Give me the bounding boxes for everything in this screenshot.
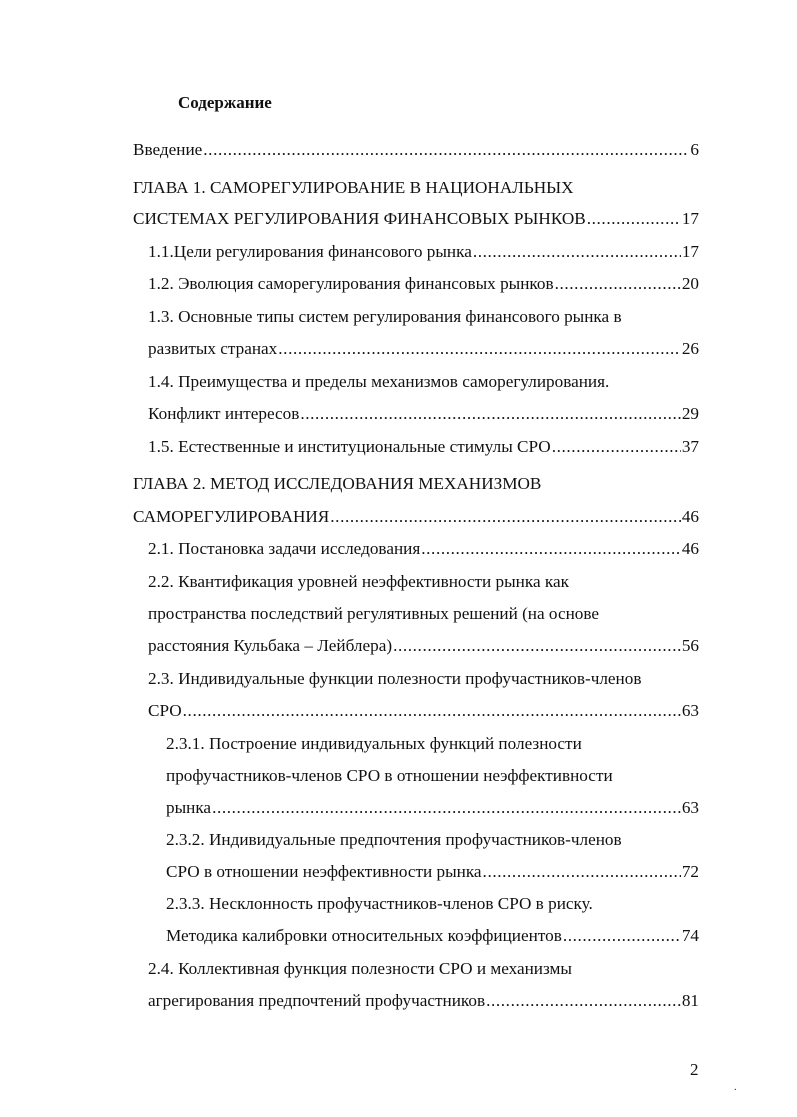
toc-page-number: 26	[681, 339, 699, 358]
dot-leader	[587, 209, 681, 229]
toc-entry-line-continued	[133, 470, 541, 494]
toc-title: Содержание	[178, 93, 272, 112]
dot-leader	[330, 507, 681, 527]
toc-entry-text: 2.4. Коллективная функция полезности СРО и механизмы	[148, 959, 572, 978]
toc-entry-text: 2.3.2. Индивидуальные предпочтения профучастников-членов	[166, 830, 622, 849]
toc-entry-line	[166, 858, 699, 882]
toc-entry-text: 1.5. Естественные и институциональные стимулы СРО	[148, 437, 551, 456]
toc-entry-line	[148, 400, 699, 424]
toc-entry-line	[148, 238, 699, 262]
toc-entry-text: рынка	[166, 798, 212, 817]
toc-page-number: 29	[681, 404, 699, 423]
toc-page-number: 20	[681, 274, 699, 293]
toc-entry-line	[148, 987, 699, 1011]
scan-mark: .	[734, 1082, 737, 1093]
dot-leader	[483, 862, 681, 882]
toc-entry-text: 2.3. Индивидуальные функции полезности профучастников-членов	[148, 669, 642, 688]
toc-page-number: 56	[681, 636, 699, 655]
toc-entry-text: 1.2. Эволюция саморегулирования финансовых рынков	[148, 274, 554, 293]
toc-entry-text: 1.3. Основные типы систем регулирования финансового рынка в	[148, 307, 622, 326]
toc-entry-line-continued	[166, 826, 622, 850]
dot-leader	[555, 274, 681, 294]
toc-page-number: 72	[681, 862, 699, 881]
toc-entry-text: ГЛАВА 1. САМОРЕГУЛИРОВАНИЕ В НАЦИОНАЛЬНЫХ	[133, 178, 574, 197]
toc-entry-text: агрегирования предпочтений профучастников	[148, 991, 486, 1010]
dot-leader	[300, 404, 680, 424]
toc-entry-line-continued	[166, 730, 582, 754]
toc-entry-line-continued	[148, 303, 622, 327]
toc-entry-text: 2.2. Квантификация уровней неэффективности рынка как	[148, 572, 569, 591]
toc-page-number: 63	[681, 701, 699, 720]
toc-entry-line-continued	[133, 174, 574, 198]
toc-entry-line-continued	[166, 890, 593, 914]
toc-entry-line	[148, 535, 699, 559]
toc-entry-line-continued	[166, 762, 613, 786]
toc-entry-text: СИСТЕМАХ РЕГУЛИРОВАНИЯ ФИНАНСОВЫХ РЫНКОВ	[133, 209, 586, 228]
toc-entry-text: Конфликт интересов	[148, 404, 300, 423]
toc-entry-line	[148, 433, 699, 457]
toc-entry-line	[148, 697, 699, 721]
toc-page-number: 6	[690, 140, 699, 159]
dot-leader	[183, 701, 681, 721]
toc-page-number: 74	[681, 926, 699, 945]
toc-entry-text: 2.1. Постановка задачи исследования	[148, 539, 421, 558]
toc-entry-line-continued	[148, 600, 599, 624]
toc-page-number: 17	[681, 242, 699, 261]
toc-page-number: 81	[681, 991, 699, 1010]
toc-page-number: 17	[681, 209, 699, 228]
toc-entry-text: пространства последствий регулятивных решений (на основе	[148, 604, 600, 623]
toc-entry-text: 2.3.3. Несклонность профучастников-членов СРО в риску.	[166, 894, 593, 913]
toc-entry-text: ГЛАВА 2. МЕТОД ИССЛЕДОВАНИЯ МЕХАНИЗМОВ	[133, 474, 542, 493]
toc-entry-line-continued	[148, 955, 572, 979]
toc-entry-text: развитых странах	[148, 339, 278, 358]
toc-entry-text: 1.1.Цели регулирования финансового рынка	[148, 242, 472, 261]
toc-page-number: 46	[681, 507, 699, 526]
dot-leader	[486, 991, 681, 1011]
toc-entry-text: Методика калибровки относительных коэффициентов	[166, 926, 562, 945]
toc-entry-text: САМОРЕГУЛИРОВАНИЯ	[133, 507, 330, 526]
dot-leader	[552, 437, 681, 457]
dot-leader	[473, 242, 681, 262]
toc-entry-line	[166, 794, 699, 818]
toc-entry-line	[148, 632, 699, 656]
toc-entry-text: Введение	[133, 140, 203, 159]
dot-leader	[278, 339, 681, 359]
toc-entry-text: 2.3.1. Построение индивидуальных функций полезности	[166, 734, 582, 753]
toc-page-number: 63	[681, 798, 699, 817]
toc-entry-line	[133, 503, 699, 527]
toc-entry-line	[133, 205, 699, 229]
toc-entry-text: СРО в отношении неэффективности рынка	[166, 862, 482, 881]
toc-entry-text: профучастников-членов СРО в отношении неэффективности	[166, 766, 613, 785]
toc-entry-line	[148, 335, 699, 359]
toc-entry-text: расстояния Кульбака – Лейблера)	[148, 636, 393, 655]
toc-entry-line	[133, 136, 699, 160]
dot-leader	[421, 539, 681, 559]
dot-leader	[203, 140, 689, 160]
toc-page-number: 46	[681, 539, 699, 558]
toc-entry-line	[148, 270, 699, 294]
dot-leader	[563, 926, 681, 946]
toc-entry-line	[166, 922, 699, 946]
page-number: 2	[690, 1060, 699, 1079]
dot-leader	[212, 798, 681, 818]
toc-entry-line-continued	[148, 368, 609, 392]
dot-leader	[393, 636, 681, 656]
toc-entry-text: СРО	[148, 701, 182, 720]
toc-entry-line-continued	[148, 665, 641, 689]
toc-entry-text: 1.4. Преимущества и пределы механизмов саморегулирования.	[148, 372, 610, 391]
toc-entry-line-continued	[148, 568, 569, 592]
toc-page-number: 37	[681, 437, 699, 456]
